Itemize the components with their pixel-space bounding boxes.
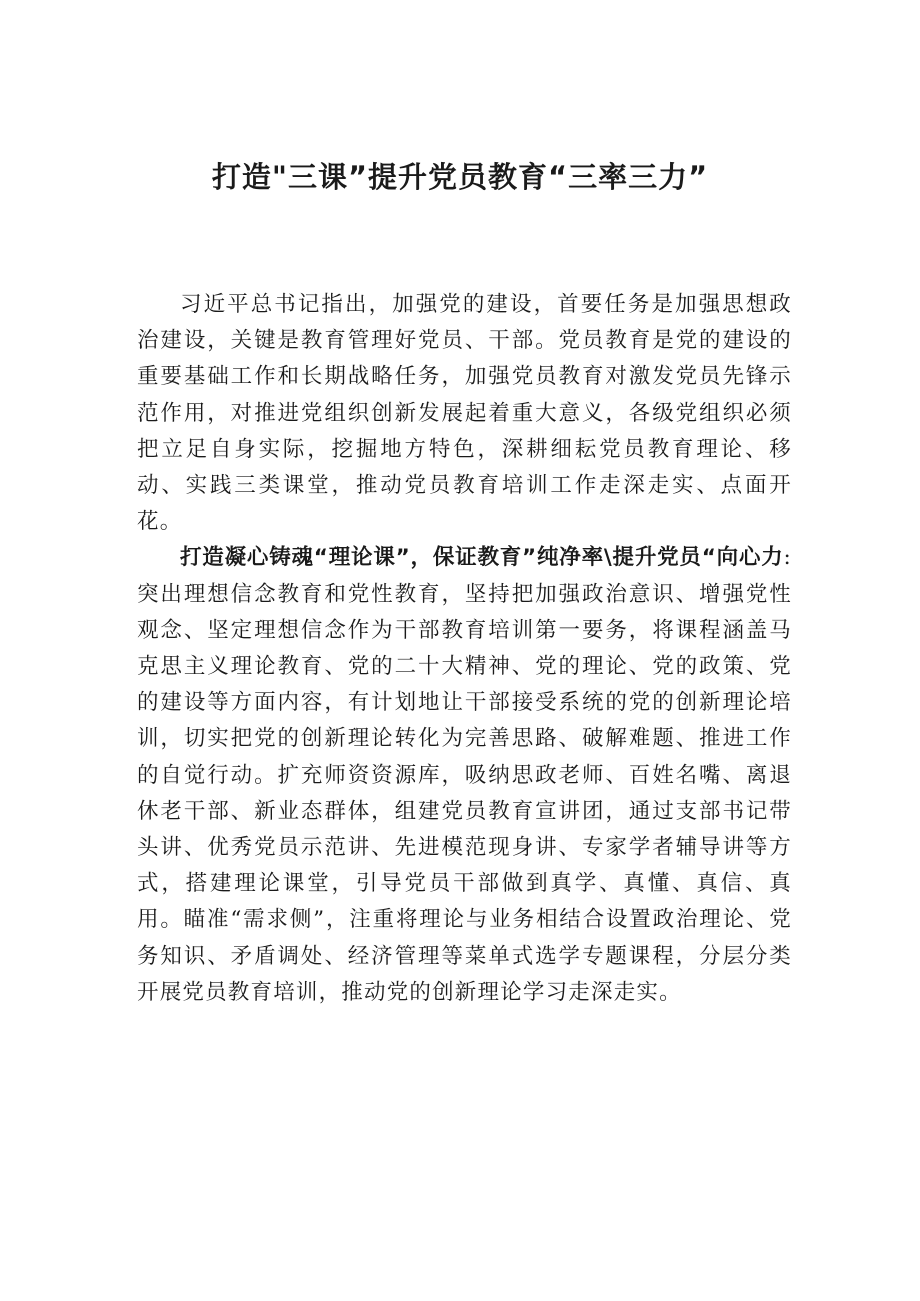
- document-title: 打造"三课”提升党员教育“三率三力”: [211, 160, 709, 194]
- paragraph-theory-course-text: :突出理想信念教育和党性教育，坚持把加强政治意识、增强党性观念、坚定理想信念作为干部教育培训第一要务，将课程涵盖马克思主义理论教育、党的二十大精神、党的理论、党的政策、党的建设等方面内容，有计划地让干部接受系统的党的创新理论培训，切实把党的创新理论转化为完善思路、破解难题、推进工作的自觉行动。扩充师资资源库，吸纳思政老师、百姓名嘴、离退休老干部、新业态群体，组建党员教育宣讲团，通过支部书记带头讲、优秀党员示范讲、先进模范现身讲、专家学者辅导讲等方式，搭建理论课堂，引导党员干部做到真学、真懂、真信、真用。瞄准“需求侧”，注重将理论与业务相结合设置政治理论、党务知识、矛盾调处、经济管理等菜单式选学专题课程，分层分类开展党员教育培训，推动党的创新理论学习走深走实。: [137, 545, 792, 1005]
- paragraph-intro-text: 习近平总书记指出，加强党的建设，首要任务是加强思想政治建设，关键是教育管理好党员、干部。党员教育是党的建设的重要基础工作和长期战略任务，加强党员教育对激发党员先锋示范作用，对推进党组织创新发展起着重大意义，各级党组织必须把立足自身实际，挖掘地方特色，深耕细耘党员教育理论、移动、实践三类课堂，推动党员教育培训工作走深走实、点面开花。: [137, 292, 792, 535]
- paragraph-heading: 打造凝心铸魂“理论课”，保证教育”纯净率\提升党员“向心力: [180, 545, 784, 571]
- paragraph-theory-course: [137, 540, 792, 1011]
- document-body: [137, 287, 792, 1011]
- paragraph-intro: [137, 287, 792, 540]
